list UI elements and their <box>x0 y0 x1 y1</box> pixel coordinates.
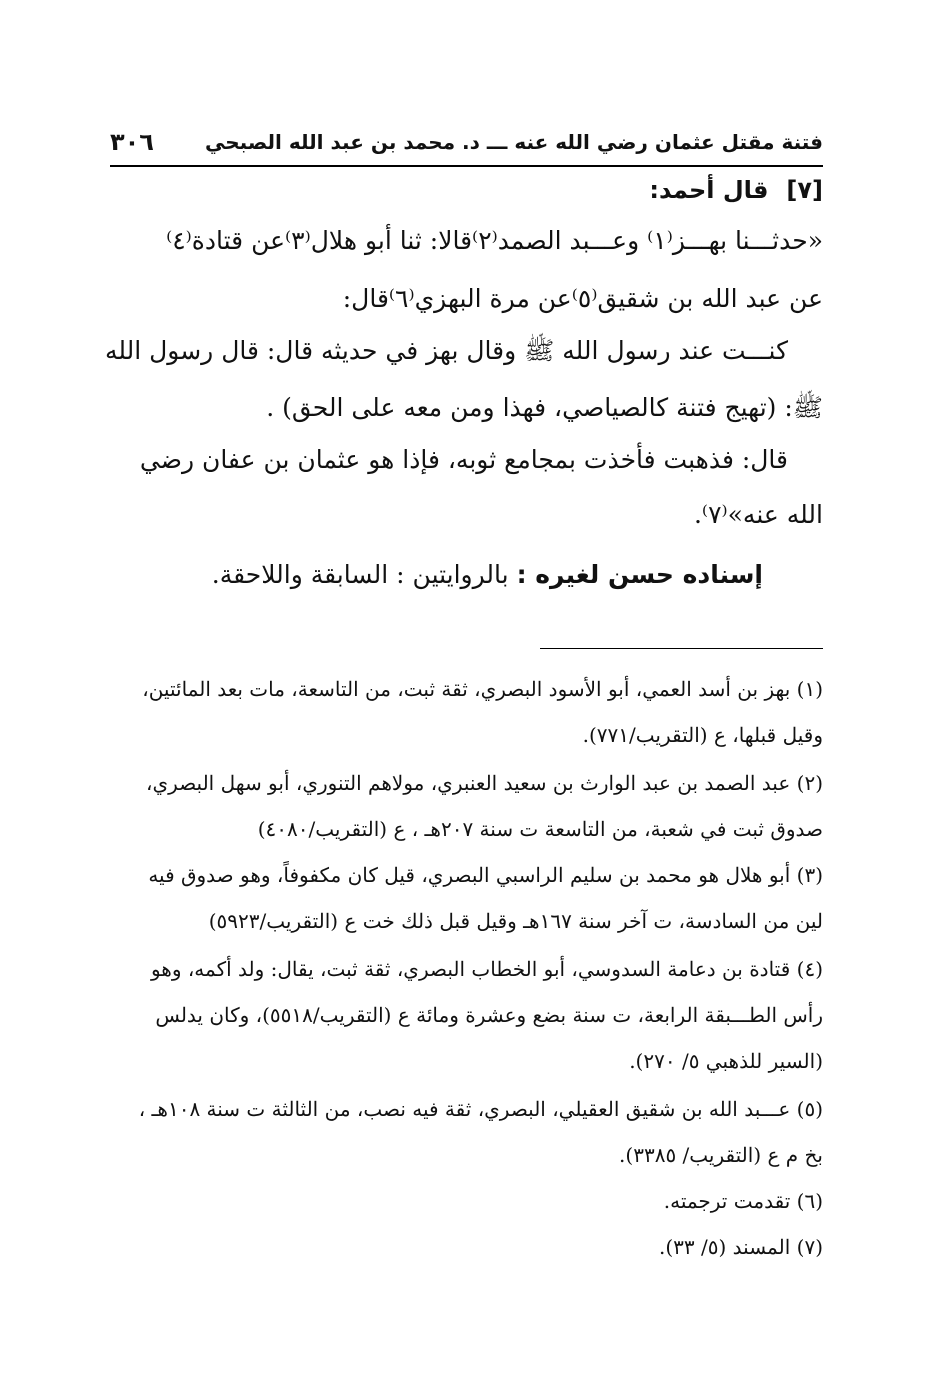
body-line: «حدثـــنا بهـــز⁽١⁾ وعـــبد الصمد⁽٢⁾قالا: ثنا أبو هلال⁽٣⁾عن قتادة⁽٤⁾ <box>166 226 823 255</box>
body-line: ﷺ: (تهيج فتنة كالصياصي، فهذا ومن معه على الحق) . <box>266 393 823 422</box>
footnote-line: (٢) عبد الصمد بن عبد الوارث بن سعيد العنبري، مولاهم التنوري، أبو سهل البصري، <box>146 771 823 795</box>
footnote-line: (٣) أبو هلال هو محمد بن سليم الراسبي البصري، قيل كان مكفوفاً، وهو صدوق فيه <box>148 863 823 887</box>
footnote-line: لين من السادسة، ت آخر سنة ١٦٧هـ وقيل قبل ذلك خت ع (التقريب/٥٩٢٣) <box>208 909 823 933</box>
running-header <box>110 124 823 164</box>
hadith-source: قال أحمد: <box>649 176 769 204</box>
body-line: قال: فذهبت فأخذت بمجامع ثوبه، فإذا هو عثمان بن عفان رضي <box>139 445 788 474</box>
footnote-line: (السير للذهبي ٥/ ٢٧٠). <box>629 1049 823 1073</box>
header-title: فتنة مقتل عثمان رضي الله عنه ـــ د. محمد بن عبد الله الصبحي <box>205 130 823 154</box>
footnote-line: رأس الطـــبقة الرابعة، ت سنة بضع وعشرة ومائة ع (التقريب/٥٥١٨)، وكان يدلس <box>155 1003 823 1027</box>
hadith-number: [٧] <box>786 176 823 204</box>
footnote-line: بخ م ع (التقريب/ ٣٣٨٥). <box>619 1143 823 1167</box>
isnad-grade: إسناده حسن لغيره : <box>516 560 763 589</box>
isnad-grading <box>212 560 763 589</box>
header-rule <box>110 165 823 167</box>
body-line: عن عبد الله بن شقيق⁽٥⁾عن مرة البهزي⁽٦⁾قال: <box>342 284 823 313</box>
footnote-line: (١) بهز بن أسد العمي، أبو الأسود البصري، ثقة ثبت، من التاسعة، مات بعد المائتين، <box>142 677 823 701</box>
footnote-rule <box>540 648 823 649</box>
page-number: ٣٠٦ <box>110 128 154 156</box>
footnote-line: (٦) تقدمت ترجمته. <box>663 1189 823 1213</box>
body-line: كنـــت عند رسول الله ﷺ وقال بهز في حديثه قال: قال رسول الله <box>104 336 788 365</box>
footnote-line: (٥) عـــبد الله بن شقيق العقيلي، البصري، ثقة فيه نصب، من الثالثة ت سنة ١٠٨هـ ، <box>138 1097 823 1121</box>
footnote-line: صدوق ثبت في شعبة، من التاسعة ت سنة ٢٠٧هـ ، ع (التقريب/٤٠٨٠) <box>257 817 823 841</box>
footnote-line: (٤) قتادة بن دعامة السدوسي، أبو الخطاب البصري، ثقة ثبت، يقال: ولد أكمه، وهو <box>150 957 823 981</box>
body-line: الله عنه»⁽٧⁾. <box>693 500 823 529</box>
section-heading <box>649 176 823 204</box>
isnad-note: بالروايتين : السابقة واللاحقة. <box>211 560 509 589</box>
footnote-line: وقيل قبلها، ع (التقريب/٧٧١). <box>582 723 823 747</box>
footnote-line: (٧) المسند (٥/ ٣٣). <box>659 1235 823 1259</box>
